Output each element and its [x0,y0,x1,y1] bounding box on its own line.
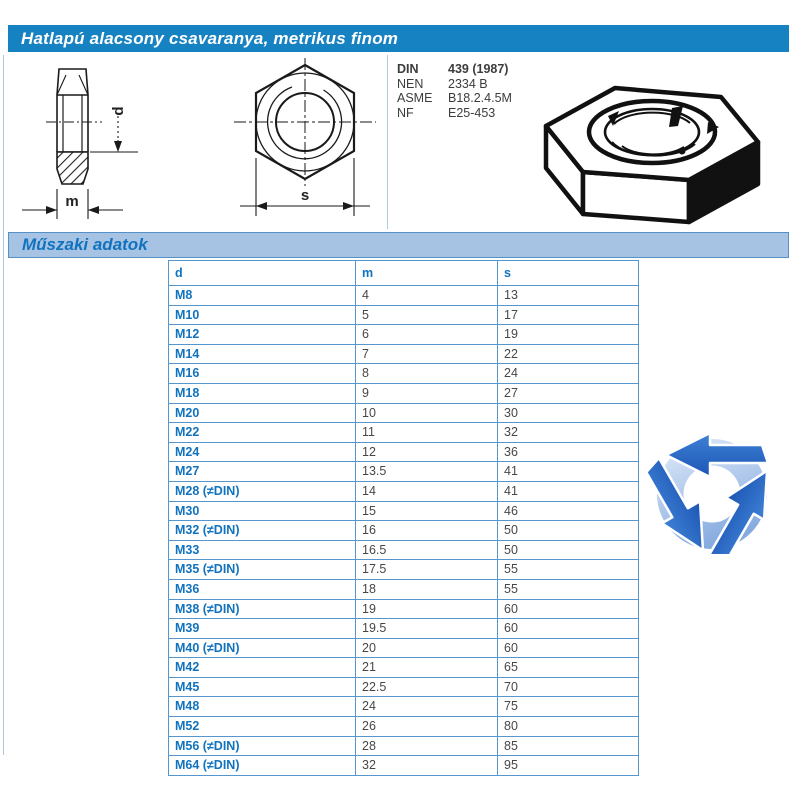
cell-m: 18 [356,579,498,599]
cell-m: 17.5 [356,560,498,580]
cell-size: M22 [169,423,356,443]
cell-size: M42 [169,658,356,678]
cell-m: 11 [356,423,498,443]
table-row [169,756,639,776]
table-row [169,658,639,678]
cell-s: 55 [498,560,639,580]
cell-m: 21 [356,658,498,678]
table-row [169,677,639,697]
standard-row-asme [397,91,512,106]
table-row [169,579,639,599]
cell-m: 14 [356,481,498,501]
cell-m: 9 [356,383,498,403]
cell-s: 60 [498,599,639,619]
cell-s: 80 [498,717,639,737]
cell-size: M18 [169,383,356,403]
standard-value: E25-453 [448,106,496,121]
cell-s: 24 [498,364,639,384]
cell-s: 13 [498,286,639,306]
cell-s: 50 [498,521,639,541]
table-row [169,344,639,364]
standard-label: NF [397,106,414,121]
table-row [169,305,639,325]
front-view-drawing [232,56,390,228]
page-title: Hatlapú alacsony csavaranya, metrikus finom [8,25,789,52]
table-row [169,423,639,443]
cell-m: 19 [356,599,498,619]
cell-size: M8 [169,286,356,306]
standard-row-din [397,62,512,77]
cell-s: 60 [498,638,639,658]
cell-s: 22 [498,344,639,364]
table-body [169,286,639,776]
table-row [169,383,639,403]
cell-m: 15 [356,501,498,521]
cell-size: M14 [169,344,356,364]
standard-value: B18.2.4.5M [448,91,512,106]
cell-size: M20 [169,403,356,423]
standard-value: 2334 B [448,76,488,91]
table-row [169,560,639,580]
table-row [169,501,639,521]
table-row [169,599,639,619]
table-row [169,462,639,482]
cell-m: 10 [356,403,498,423]
cell-m: 5 [356,305,498,325]
cell-s: 36 [498,442,639,462]
cell-size: M27 [169,462,356,482]
standard-row-nf [397,106,512,121]
cell-size: M33 [169,540,356,560]
table-row [169,286,639,306]
dim-label-d: d [110,106,127,116]
cell-s: 46 [498,501,639,521]
dim-label-m: m [65,193,79,210]
cell-m: 7 [356,344,498,364]
standard-label: NEN [397,76,424,91]
cell-size: M30 [169,501,356,521]
cell-size: M36 [169,579,356,599]
cell-m: 12 [356,442,498,462]
cell-size: M45 [169,677,356,697]
cell-size: M28 (≠DIN) [169,481,356,501]
cell-m: 8 [356,364,498,384]
cell-s: 41 [498,481,639,501]
cell-m: 20 [356,638,498,658]
column-header-s: s [498,261,639,286]
standard-label: DIN [397,62,419,76]
cell-size: M32 (≠DIN) [169,521,356,541]
cell-size: M38 (≠DIN) [169,599,356,619]
table-header-row [169,261,639,286]
cell-m: 6 [356,325,498,345]
cell-s: 55 [498,579,639,599]
cell-s: 70 [498,677,639,697]
cell-size: M12 [169,325,356,345]
rotating-arrows-logo [646,430,778,554]
cell-m: 13.5 [356,462,498,482]
cell-size: M52 [169,717,356,737]
cell-s: 50 [498,540,639,560]
cell-m: 4 [356,286,498,306]
cell-s: 41 [498,462,639,482]
table-row [169,403,639,423]
cell-size: M56 (≠DIN) [169,736,356,756]
standards-list [397,62,512,121]
cell-m: 16 [356,521,498,541]
cell-s: 75 [498,697,639,717]
cell-size: M39 [169,619,356,639]
table-row [169,717,639,737]
standard-row-nen [397,77,512,92]
dimensions-table [168,260,639,776]
column-header-m: m [356,261,498,286]
cell-s: 85 [498,736,639,756]
section-title: Műszaki adatok [8,232,789,258]
cell-s: 17 [498,305,639,325]
cell-m: 19.5 [356,619,498,639]
cell-s: 65 [498,658,639,678]
table-row [169,364,639,384]
table-row [169,697,639,717]
cell-size: M24 [169,442,356,462]
cell-s: 30 [498,403,639,423]
table-row [169,540,639,560]
table-row [169,619,639,639]
cell-s: 32 [498,423,639,443]
cell-s: 95 [498,756,639,776]
cell-s: 27 [498,383,639,403]
column-header-d: d [169,261,356,286]
table-row [169,638,639,658]
cell-m: 28 [356,736,498,756]
hex-nut-3d-illustration [512,54,792,232]
cell-size: M35 (≠DIN) [169,560,356,580]
cell-s: 60 [498,619,639,639]
cell-m: 22.5 [356,677,498,697]
cell-size: M40 (≠DIN) [169,638,356,658]
cell-size: M10 [169,305,356,325]
standard-value: 439 (1987) [448,62,509,76]
cell-size: M48 [169,697,356,717]
cell-m: 26 [356,717,498,737]
table-row [169,736,639,756]
table-row [169,325,639,345]
side-view-drawing [10,56,175,228]
standard-label: ASME [397,91,433,106]
table-header [169,261,639,286]
cell-size: M16 [169,364,356,384]
cell-m: 24 [356,697,498,717]
table-row [169,442,639,462]
cell-s: 19 [498,325,639,345]
page-left-border [3,55,4,755]
dim-label-s: s [300,187,310,204]
table-row [169,521,639,541]
cell-size: M64 (≠DIN) [169,756,356,776]
cell-m: 32 [356,756,498,776]
table-row [169,481,639,501]
cell-m: 16.5 [356,540,498,560]
